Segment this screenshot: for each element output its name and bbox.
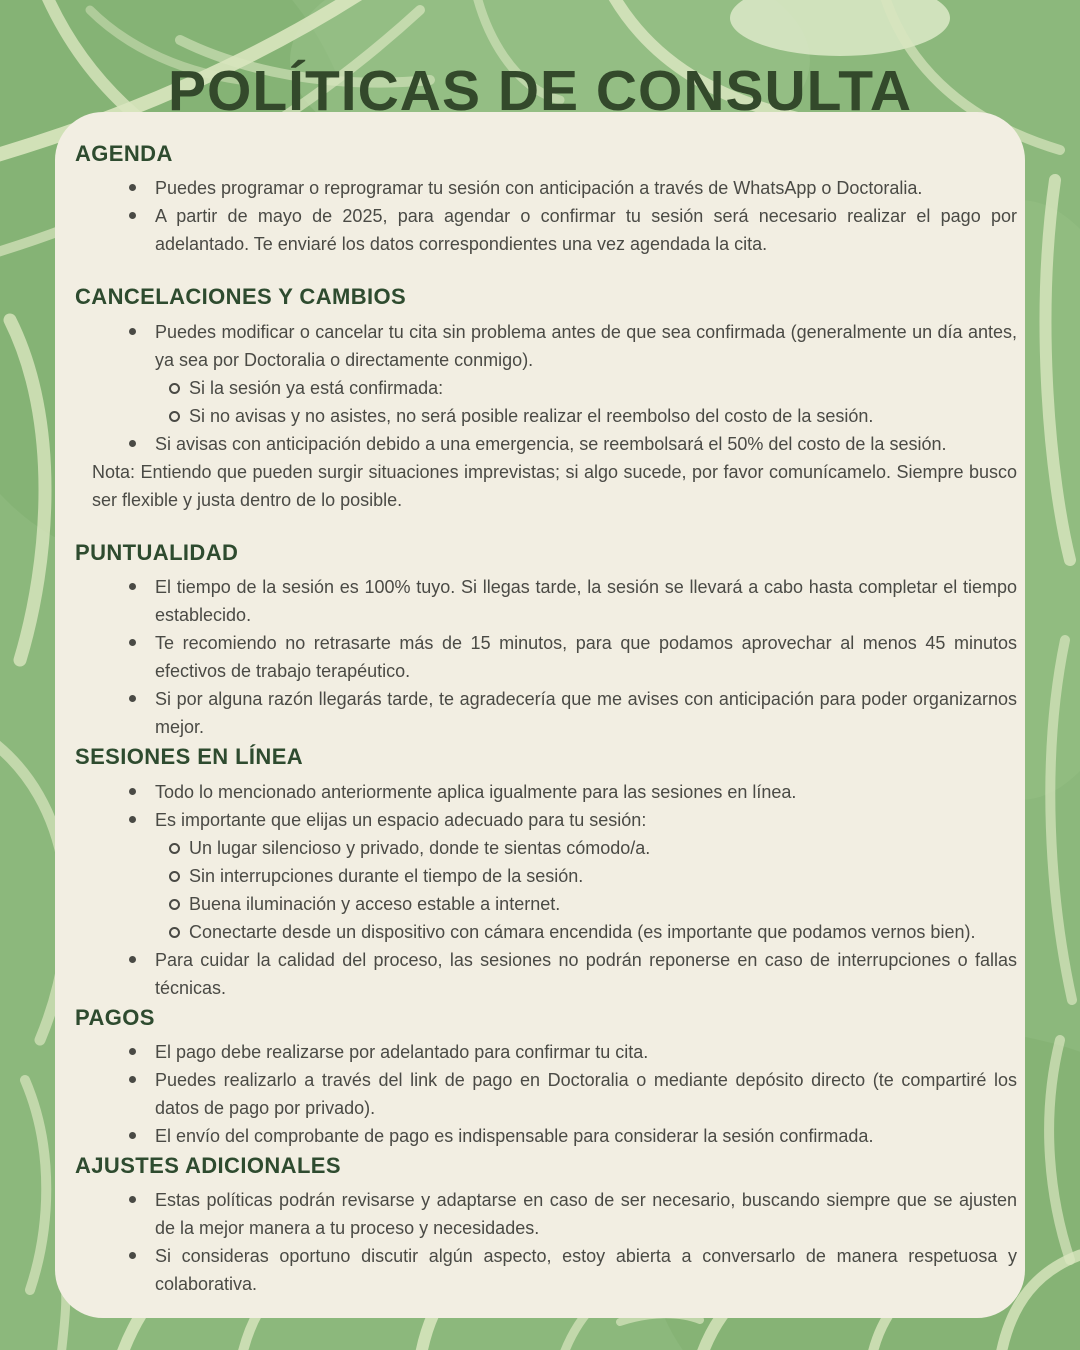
list-item — [75, 1122, 1017, 1150]
list-item — [75, 806, 1017, 834]
sub-list-item — [75, 890, 1017, 918]
section-pagos — [75, 1005, 1017, 1150]
bullet-icon — [129, 816, 136, 823]
list-item-text: Todo lo mencionado anteriormente aplica igualmente para las sesiones en línea. — [155, 781, 797, 802]
sub-list-item — [75, 834, 1017, 862]
list-item-text: Puedes realizarlo a través del link de pago en Doctoralia o mediante depósito directo (te compartiré los datos de pago por privado). — [155, 1069, 1017, 1118]
list-item — [75, 573, 1017, 629]
list-item-text: Sin interrupciones durante el tiempo de la sesión. — [189, 865, 584, 886]
circle-bullet-icon — [169, 899, 180, 910]
bullet-icon — [129, 1132, 136, 1139]
section-heading: PUNTUALIDAD — [75, 539, 239, 565]
list-item-text: Estas políticas podrán revisarse y adaptarse en caso de ser necesario, buscando siempre que se ajusten de la mejor manera a tu proceso y necesidades. — [155, 1190, 1017, 1239]
list-item-text: El envío del comprobante de pago es indispensable para considerar la sesión confirmada. — [155, 1125, 874, 1146]
list-item-text: Buena iluminación y acceso estable a internet. — [189, 893, 561, 914]
list-item — [75, 778, 1017, 806]
circle-bullet-icon — [169, 927, 180, 938]
circle-bullet-icon — [169, 383, 180, 394]
list-item-text: Si consideras oportuno discutir algún aspecto, estoy abierta a conversarlo de manera respetuosa y colaborativa. — [155, 1246, 1017, 1295]
bullet-icon — [129, 1076, 136, 1083]
bullet-icon — [129, 1048, 136, 1055]
list-item-text: Si avisas con anticipación debido a una emergencia, se reembolsará el 50% del costo de la sesión. — [155, 433, 947, 454]
list-item-text: Si la sesión ya está confirmada: — [189, 377, 444, 398]
circle-bullet-icon — [169, 411, 180, 422]
list-item-text: Puedes programar o reprogramar tu sesión con anticipación a través de WhatsApp o Doctoralia. — [155, 178, 923, 199]
list-item — [75, 946, 1017, 1002]
list-item-text: Un lugar silencioso y privado, donde te sientas cómodo/a. — [189, 837, 651, 858]
bullet-icon — [129, 583, 136, 590]
section-heading: CANCELACIONES Y CAMBIOS — [75, 284, 407, 310]
list-item-text: El pago debe realizarse por adelantado para confirmar tu cita. — [155, 1041, 649, 1062]
bullet-icon — [129, 956, 136, 963]
section-heading: AJUSTES ADICIONALES — [75, 1152, 341, 1178]
list-item-text: Te recomiendo no retrasarte más de 15 minutos, para que podamos aprovechar al menos 45 minutos efectivos de trabajo terapéutico. — [155, 633, 1017, 682]
section-heading: SESIONES EN LÍNEA — [75, 744, 304, 770]
section-sesiones-en-linea — [75, 744, 1017, 1001]
list-item — [75, 629, 1017, 685]
policies-card — [55, 112, 1025, 1318]
list-item-text: A partir de mayo de 2025, para agendar o confirmar tu sesión será necesario realizar el pago por adelantado. Te enviaré los datos correspondientes una vez agendada la cita. — [155, 206, 1017, 255]
section-ajustes-adicionales — [75, 1153, 1017, 1298]
bullet-icon — [129, 788, 136, 795]
section-cancelaciones — [75, 284, 1017, 513]
bullet-icon — [129, 1252, 136, 1259]
list-item-text: Para cuidar la calidad del proceso, las sesiones no podrán reponerse en caso de interrupciones o fallas técnicas. — [155, 949, 1017, 998]
list-item — [75, 685, 1017, 741]
section-note: Nota: Entiendo que pueden surgir situaciones imprevistas; si algo sucede, por favor comunícamelo. Siempre busco ser flexible y justa dentro de lo posible. — [92, 461, 1017, 510]
sub-list-item — [75, 402, 1017, 430]
bullet-icon — [129, 184, 136, 191]
sub-list-item — [75, 374, 1017, 402]
bullet-icon — [129, 695, 136, 702]
circle-bullet-icon — [169, 871, 180, 882]
list-item — [75, 1186, 1017, 1242]
section-puntualidad — [75, 540, 1017, 741]
bullet-icon — [129, 639, 136, 646]
bullet-icon — [129, 1196, 136, 1203]
list-item — [75, 1038, 1017, 1066]
bullet-icon — [129, 440, 136, 447]
section-heading: PAGOS — [75, 1004, 155, 1030]
list-item — [75, 174, 1017, 202]
list-item-text: Es importante que elijas un espacio adecuado para tu sesión: — [155, 809, 647, 830]
list-item — [75, 318, 1017, 374]
list-item — [75, 1066, 1017, 1122]
list-item-text: Si por alguna razón llegarás tarde, te agradecería que me avises con anticipación para poder organizarnos mejor. — [155, 689, 1017, 738]
section-heading: AGENDA — [75, 141, 173, 166]
list-item-text: Si no avisas y no asistes, no será posible realizar el reembolso del costo de la sesión. — [189, 405, 874, 426]
list-item — [75, 430, 1017, 458]
list-item — [75, 202, 1017, 258]
list-item-text: Puedes modificar o cancelar tu cita sin problema antes de que sea confirmada (generalmente un día antes, ya sea por Doctoralia o directamente conmigo). — [155, 321, 1017, 370]
circle-bullet-icon — [169, 843, 180, 854]
list-item-text: El tiempo de la sesión es 100% tuyo. Si llegas tarde, la sesión se llevará a cabo hasta completar el tiempo establecido. — [155, 577, 1017, 626]
list-item-text: Conectarte desde un dispositivo con cámara encendida (es importante que podamos vernos bien). — [189, 921, 976, 942]
list-item — [75, 1242, 1017, 1298]
sub-list-item — [75, 862, 1017, 890]
bullet-icon — [129, 328, 136, 335]
bullet-icon — [129, 212, 136, 219]
page-title: POLÍTICAS DE CONSULTA — [167, 59, 913, 124]
section-agenda — [75, 141, 1017, 258]
sub-list-item — [75, 918, 1017, 946]
